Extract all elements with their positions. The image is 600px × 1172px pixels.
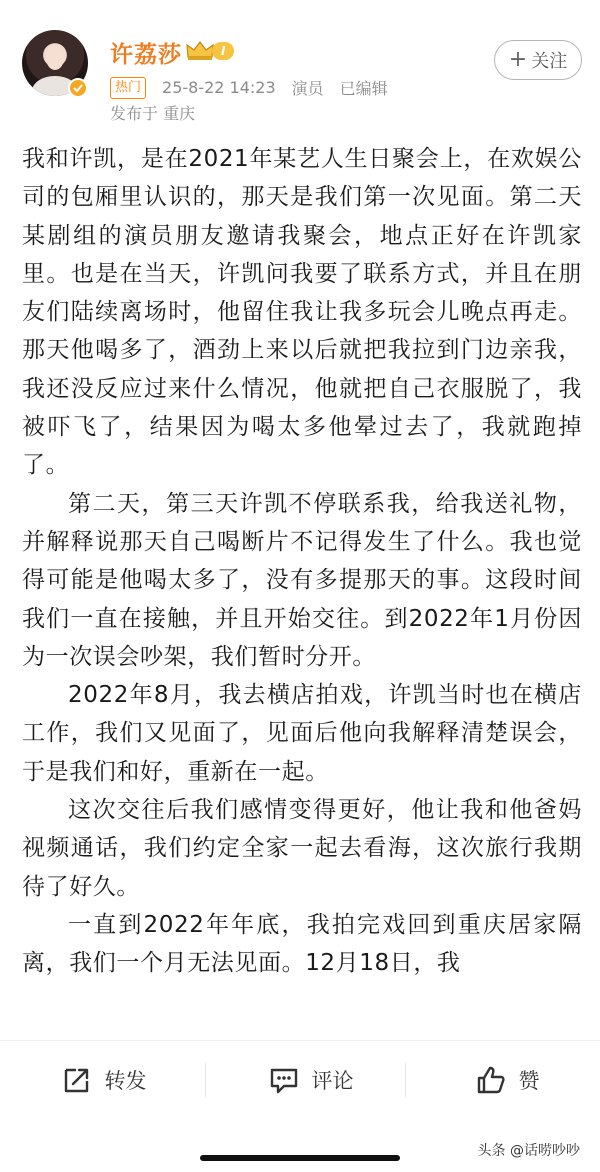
repost-icon — [61, 1064, 93, 1096]
crown-icon — [185, 39, 215, 63]
edited-label[interactable]: 已编辑 — [339, 79, 388, 98]
comment-icon — [268, 1064, 300, 1096]
thumbs-up-icon — [475, 1064, 507, 1096]
post-paragraph: 一直到2022年年底，我拍完戏回到重庆居家隔离，我们一个月无法见面。12月18日，我 — [22, 911, 582, 977]
action-bar — [0, 1040, 600, 1118]
verified-badge-icon — [68, 78, 88, 98]
post-paragraph: 这次交往后我们感情变得更好，他让我和他爸妈视频通话，我们约定全家一起去看海，这次旅行我期待了好久。 — [22, 797, 582, 900]
comment-label: 评论 — [311, 1068, 354, 1093]
hot-tag: 热门 — [110, 77, 146, 99]
avatar-face — [46, 46, 64, 70]
like-button[interactable] — [475, 1064, 540, 1096]
home-indicator[interactable] — [200, 1155, 400, 1161]
user-role: 演员 — [291, 79, 324, 98]
post-meta — [110, 76, 388, 99]
plus-icon: + — [508, 47, 528, 72]
post-timestamp: 25-8-22 14:23 — [162, 78, 276, 97]
watermark: 头条 @话唠吵吵 — [477, 1143, 580, 1159]
post-paragraph: 我和许凯，是在2021年某艺人生日聚会上，在欢娱公司的包厢里认识的，那天是我们第一次见面。第二天某剧组的演员朋友邀请我聚会，地点正好在许凯家里。也是在当天，许凯问我要了联系方式，并且在朋友们陆续离场时，他留住我让我多玩会儿晚点再走。那天他喝多了，酒劲上来以后就把我拉到门边亲我，我还没反应过来什么情况，他就把自己衣服脱了，我被吓飞了，结果因为喝太多他晕过去了，我就跑掉了。 — [22, 146, 582, 479]
post-location: 发布于 重庆 — [110, 104, 196, 123]
level-badge: I — [212, 42, 234, 60]
post-paragraph: 2022年8月，我去横店拍戏，许凯当时也在横店工作，我们又见面了，见面后他向我解释清楚误会，于是我们和好，重新在一起。 — [22, 682, 582, 785]
repost-button[interactable] — [61, 1064, 147, 1096]
comment-button[interactable] — [268, 1064, 354, 1096]
follow-button[interactable] — [494, 40, 582, 80]
post-header — [0, 0, 600, 128]
action-divider — [205, 1063, 206, 1097]
post-body — [22, 140, 582, 983]
follow-label: 关注 — [531, 51, 568, 72]
like-label: 赞 — [518, 1068, 540, 1093]
repost-label: 转发 — [104, 1068, 147, 1093]
post-paragraph: 第二天，第三天许凯不停联系我，给我送礼物，并解释说那天自己喝断片不记得发生了什么。我也觉得可能是他喝太多了，没有多提那天的事。这段时间我们一直在接触，并且开始交往。到2022年1月份因为一次误会吵架，我们暂时分开。 — [22, 490, 582, 670]
action-divider — [405, 1063, 406, 1097]
user-name[interactable]: 许荔莎 — [110, 42, 182, 68]
